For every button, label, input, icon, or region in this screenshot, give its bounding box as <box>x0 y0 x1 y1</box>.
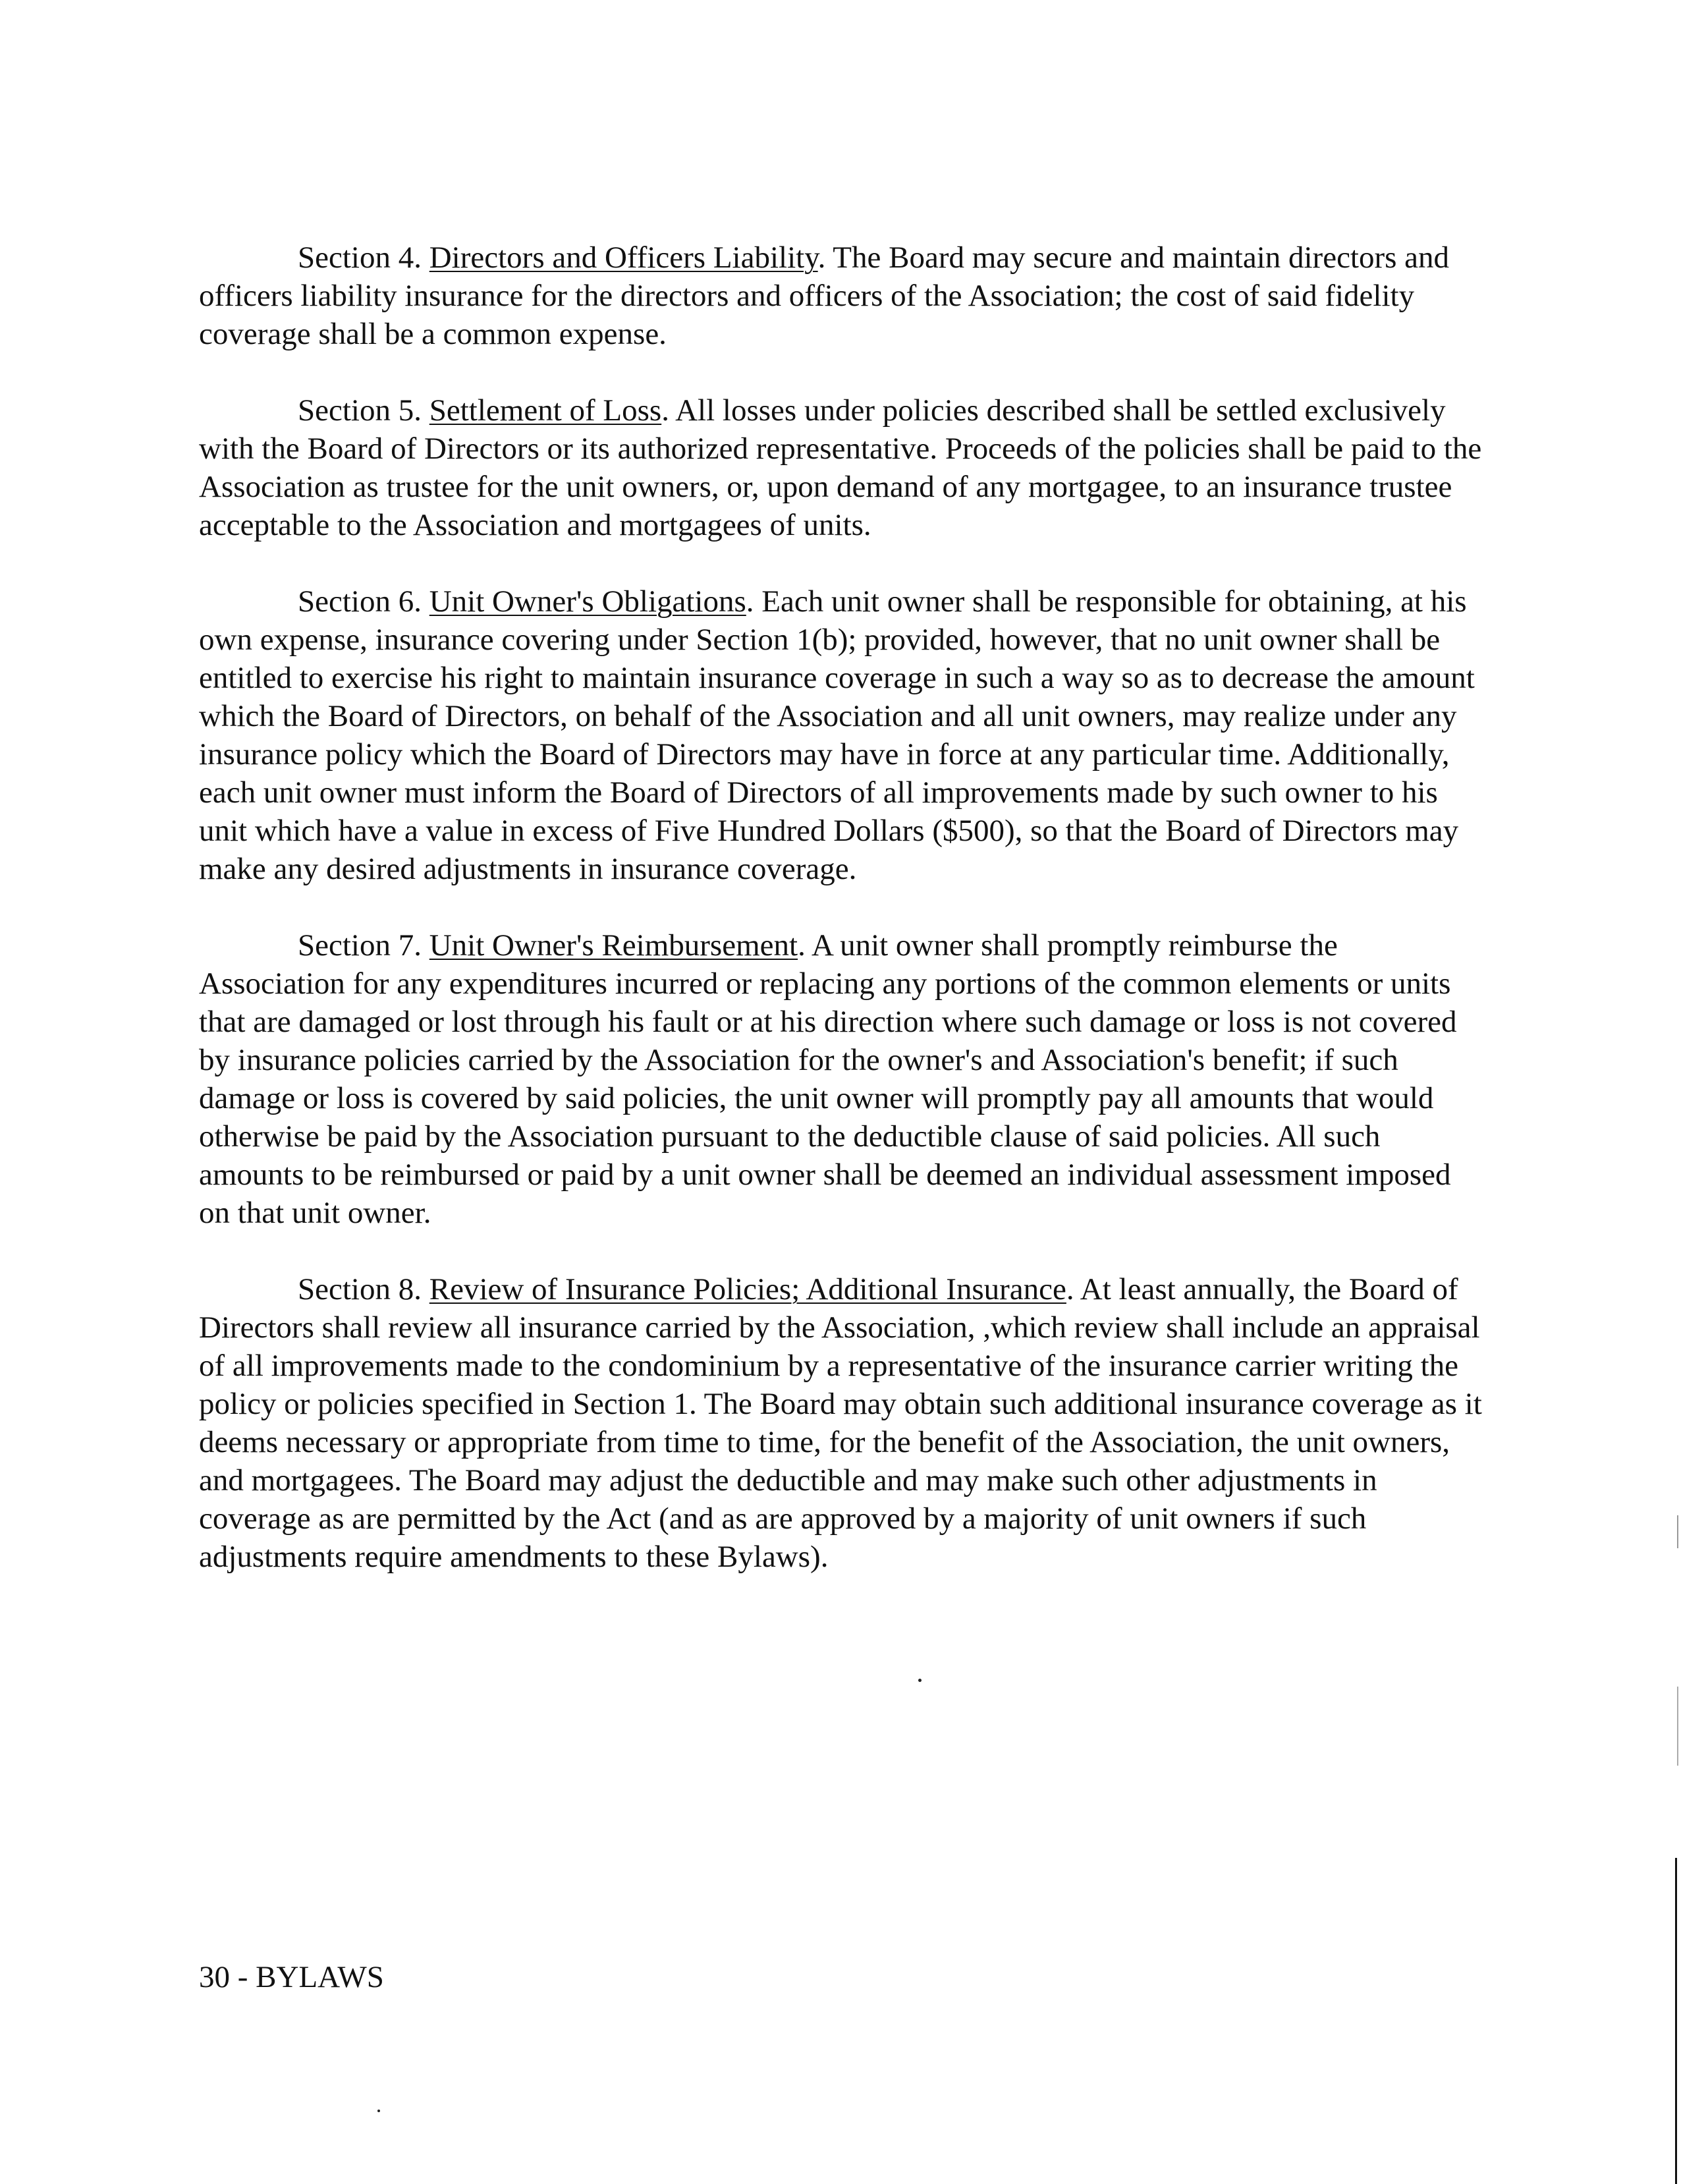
scan-speck <box>918 1679 922 1682</box>
section-4-heading: Directors and Officers Liability <box>429 240 818 275</box>
scan-edge-mark <box>1677 1687 1678 1766</box>
section-4-number: Section 4. <box>298 240 422 275</box>
section-5-heading: Settlement of Loss <box>429 393 662 428</box>
section-4 <box>199 238 1483 353</box>
section-5 <box>199 391 1483 544</box>
section-5-text: . All losses under policies described shall be settled exclusively with the Board of Directors or its authorized representative. Proceeds of the policies shall be paid to the Association as trustee for the unit owners, or, upon demand of any mortgagee, to an insurance trustee acceptable to the Association and mortgagees of units. <box>199 393 1482 542</box>
section-8-text: . At least annually, the Board of Directors shall review all insurance carried by the Association, ,which review shall include an appraisal of all improvements made to the condominium by a representative of the insurance carrier writing the policy or policies specified in Section 1. The Board may obtain such additional insurance coverage as it deems necessary or appropriate from time to time, for the benefit of the Association, the unit owners, and mortgagees. The Board may adjust the deductible and may make such other adjustments in coverage as are permitted by the Act (and as are approved by a majority of unit owners if such adjustments require amendments to these Bylaws). <box>199 1272 1482 1574</box>
document-body <box>199 238 1483 1614</box>
section-6-heading: Unit Owner's Obligations <box>429 584 746 619</box>
scan-speck <box>377 2110 380 2112</box>
page-footer: 30 - BYLAWS <box>199 1960 384 1994</box>
scan-edge-mark <box>1677 1515 1678 1548</box>
section-8-heading: Review of Insurance Policies; Additional Insurance <box>429 1272 1066 1306</box>
section-7 <box>199 926 1483 1232</box>
section-5-number: Section 5. <box>298 393 422 428</box>
section-8 <box>199 1270 1483 1576</box>
section-6-number: Section 6. <box>298 584 422 619</box>
section-8-number: Section 8. <box>298 1272 422 1306</box>
section-6-text: . Each unit owner shall be responsible for obtaining, at his own expense, insurance covering under Section 1(b); provided, however, that no unit owner shall be entitled to exercise his right to maintain insurance coverage in such a way so as to decrease the amount which the Board of Directors, on behalf of the Association and all unit owners, may realize under any insurance policy which the Board of Directors may have in force at any particular time. Additionally, each unit owner must inform the Board of Directors of all improvements made by such owner to his unit which have a value in excess of Five Hundred Dollars ($500), so that the Board of Directors may make any desired adjustments in insurance coverage. <box>199 584 1475 886</box>
section-4-text: . The Board may secure and maintain directors and officers liability insurance for the directors and officers of the Association; the cost of said fidelity coverage shall be a common expense. <box>199 240 1450 351</box>
section-7-number: Section 7. <box>298 928 422 963</box>
section-6 <box>199 582 1483 888</box>
section-7-heading: Unit Owner's Reimbursement <box>429 928 798 963</box>
section-7-text: . A unit owner shall promptly reimburse the Association for any expenditures incurred or replacing any portions of the common elements or units that are damaged or lost through his fault or at his direction where such damage or loss is not covered by insurance policies carried by the Association for the owner's and Association's benefit; if such damage or loss is covered by said policies, the unit owner will promptly pay all amounts that would otherwise be paid by the Association pursuant to the deductible clause of said policies. All such amounts to be reimbursed or paid by a unit owner shall be deemed an individual assessment imposed on that unit owner. <box>199 928 1457 1230</box>
scan-edge-mark <box>1675 1858 1677 2184</box>
